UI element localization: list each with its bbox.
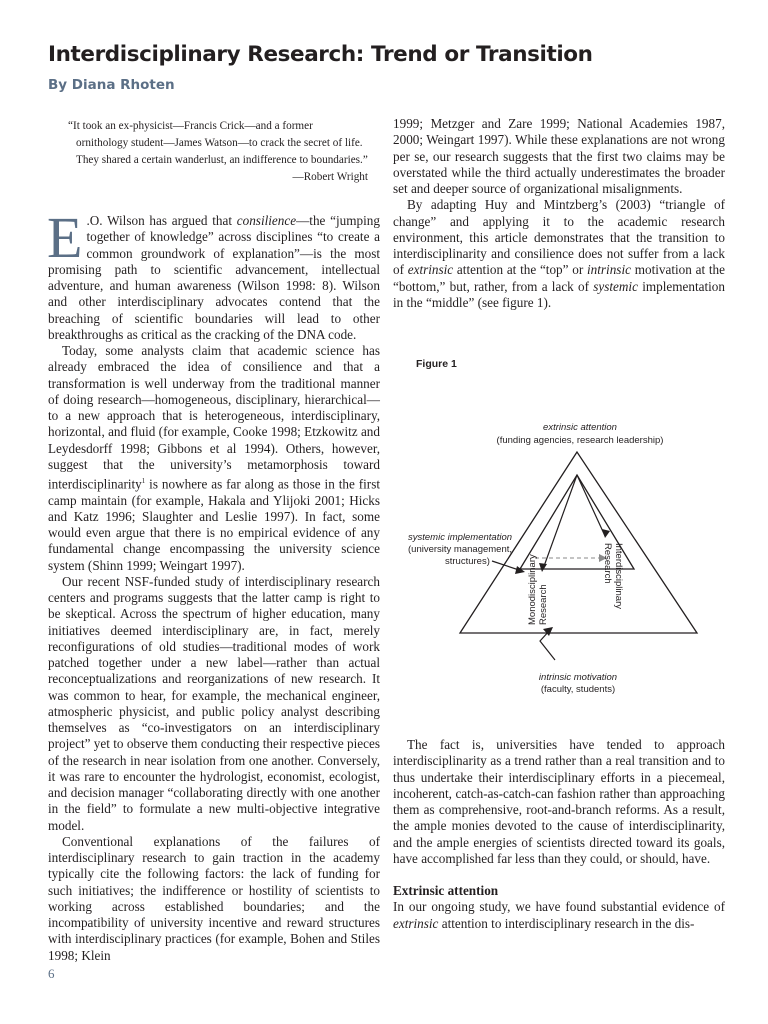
arrow-systemic-head bbox=[515, 566, 525, 574]
monodisciplinary-label-2: Research bbox=[538, 584, 549, 625]
figure-label: Figure 1 bbox=[416, 358, 457, 370]
paragraph-8-emphasis: extrinsic bbox=[393, 915, 439, 931]
systemic-implementation-sub2: structures) bbox=[445, 556, 490, 567]
byline: By Diana Rhoten bbox=[48, 77, 175, 93]
paragraph-8 bbox=[393, 899, 725, 932]
paragraph-2 bbox=[48, 343, 380, 574]
paragraph-6 bbox=[393, 197, 725, 311]
monodisciplinary-label-1: Monodisciplinary bbox=[527, 554, 538, 625]
paragraph-7: The fact is, universities have tended to approach interdisciplinarity as a trend rather than a real transition and to thus undertake their interdisciplinary efforts in a piecemeal, incoherent, catch-as-catch-can fashion rather than approaching them as comprehensive, root-and-branch reforms. As a result, the ample monies devoted to the cause of interdisciplinarity, and the ample energies of scientists directed toward its goals, have accomplished far less than they could, or should, have. bbox=[393, 737, 725, 866]
figure-1 bbox=[400, 355, 730, 715]
right-column-top bbox=[393, 116, 725, 311]
paragraph-1 bbox=[47, 205, 380, 343]
paragraph-3: Our recent NSF-funded study of interdisciplinary research centers and programs suggests that the latter camp is right to be skeptical. Across the spectrum of higher education, many initiatives deemed interdisciplinary are, in fact, merely reconfigurations of old studies—traditional modes of work patched together under a new label—rather than actual reconceptualizations and reorganizations of new research. It was common to hear, for example, the mechanical engineer, atmospheric physicist, and public policy analyst describing themselves as “co-investigators on an interdisciplinary project” yet to observe them conducting their respective pieces of the research in near isolation from one another. Conversely, it was rare to encounter the hydrologist, economist, ecologist, and decision manager “collaborating directly with one another in the field” to formulate a new multi-objective integrative model. bbox=[48, 573, 380, 833]
section-heading-extrinsic-attention: Extrinsic attention bbox=[393, 883, 499, 898]
epigraph-attribution: —Robert Wright bbox=[292, 171, 368, 183]
interdisciplinary-label-2: Research bbox=[602, 543, 613, 584]
paragraph-2-text-b: is nowhere as far along as those in the first camp maintain (for example, Hakala and Ylijoki 2001; Hicks and Katz 1996; Slaughter and Leslie 1997). In fact, some would even argue that there is no empirical evidence of any fundamental change encompassing the university science system (Shinn 1999; Weingart 1997). bbox=[48, 476, 380, 573]
emphasis-intrinsic: intrinsic bbox=[587, 262, 631, 278]
extrinsic-attention-title: extrinsic attention bbox=[543, 422, 617, 433]
drop-cap: E bbox=[47, 205, 83, 270]
article-title: Interdisciplinary Research: Trend or Transition bbox=[48, 42, 593, 67]
systemic-implementation-sub1: (university management, bbox=[408, 544, 513, 555]
epigraph bbox=[68, 118, 368, 186]
epigraph-quote-rest: ornithology student—James Watson—to crack the secret of life. They shared a certain wanderlust, an indifference to boundaries.” bbox=[76, 137, 368, 166]
paragraph-8-text-b: attention to interdisciplinary research in the dis- bbox=[438, 915, 695, 931]
emphasis-extrinsic: extrinsic bbox=[407, 262, 454, 278]
intrinsic-motivation-title: intrinsic motivation bbox=[538, 672, 618, 683]
paragraph-1-text-a: .O. Wilson has argued that bbox=[86, 213, 237, 228]
extrinsic-attention-sub: (funding agencies, research leadership) bbox=[496, 435, 664, 446]
arrow-intrinsic bbox=[540, 630, 555, 660]
footnote-marker: 1 bbox=[141, 477, 146, 485]
arrow-intrinsic-head bbox=[543, 627, 553, 636]
paragraph-5: 1999; Metzger and Zare 1999; National Academies 1987, 2000; Weingart 1997). While these explanations are not wrong per se, our research suggests that the first two claims may be overstated while the third actually underestimates the broader set and deeper source of organizational misalignments. bbox=[393, 116, 725, 196]
interdisciplinary-label-1: Interdisciplinary bbox=[613, 543, 624, 609]
emphasis-systemic: systemic bbox=[593, 278, 638, 294]
right-column-bottom bbox=[393, 737, 725, 932]
left-column bbox=[47, 205, 380, 964]
page-number: 6 bbox=[48, 966, 55, 981]
paragraph-1-text-b: —the “jumping together of knowledge” across disciplines “to create a common groundwork of explanation”—is the most promising path to scientific advancement, intellectual adventure, and human awareness (Wilson 1998: 8). Wilson and other interdisciplinary advocates contend that the breaching of scientific boundaries will lead to other breakthroughs as critical as the cracking of the DNA code. bbox=[48, 213, 380, 342]
arrow-top-right bbox=[577, 475, 605, 536]
intrinsic-motivation-sub: (faculty, students) bbox=[540, 684, 616, 695]
paragraph-6-text-a: By adapting Huy and Mintzberg’s (2003) “triangle of change” and applying it to the academic research environment, this article demonstrates that the transition to interdisciplinarity and consilience does not suffer from a lack of bbox=[393, 197, 725, 278]
paragraph-8-text-a: In our ongoing study, we have found substantial evidence of bbox=[393, 899, 725, 915]
paragraph-6-text-c: motivation at the “bottom,” but, rather, from a lack of bbox=[393, 262, 725, 294]
paragraph-1-emphasis: consilience bbox=[236, 213, 297, 228]
paragraph-6-text-d: implementation in the “middle” (see figure 1). bbox=[393, 278, 725, 310]
systemic-implementation-title: systemic implementation bbox=[408, 532, 513, 543]
paragraph-6-text-b: attention at the “top” or bbox=[453, 262, 587, 278]
paragraph-4: Conventional explanations of the failures of interdisciplinary research to gain traction in the academy typically cite the following factors: the lack of funding for such initiatives; the indifference or hostility of scientists to working across established boundaries; and the incompatibility of university incentive and reward structures with interdisciplinary practices (for example, Bohen and Stiles 1998; Klein bbox=[48, 833, 380, 963]
epigraph-quote-line1: “It took an ex-physicist—Francis Crick—and a former bbox=[68, 120, 313, 132]
paragraph-2-text-a: Today, some analysts claim that academic science has already embraced the idea of consilience and that a transformation is well underway from the traditional manner of doing research—homogeneous, disciplinary, hierarchical—to a new approach that is heterogeneous, interdisciplinary, horizontal, and fluid (for example, Cooke 1998; Etzkowitz and Leydesdorff 1998; Gibbons et al 1994). Others, however, suggest that the university’s metamorphosis toward interdisciplinarity bbox=[48, 343, 380, 492]
